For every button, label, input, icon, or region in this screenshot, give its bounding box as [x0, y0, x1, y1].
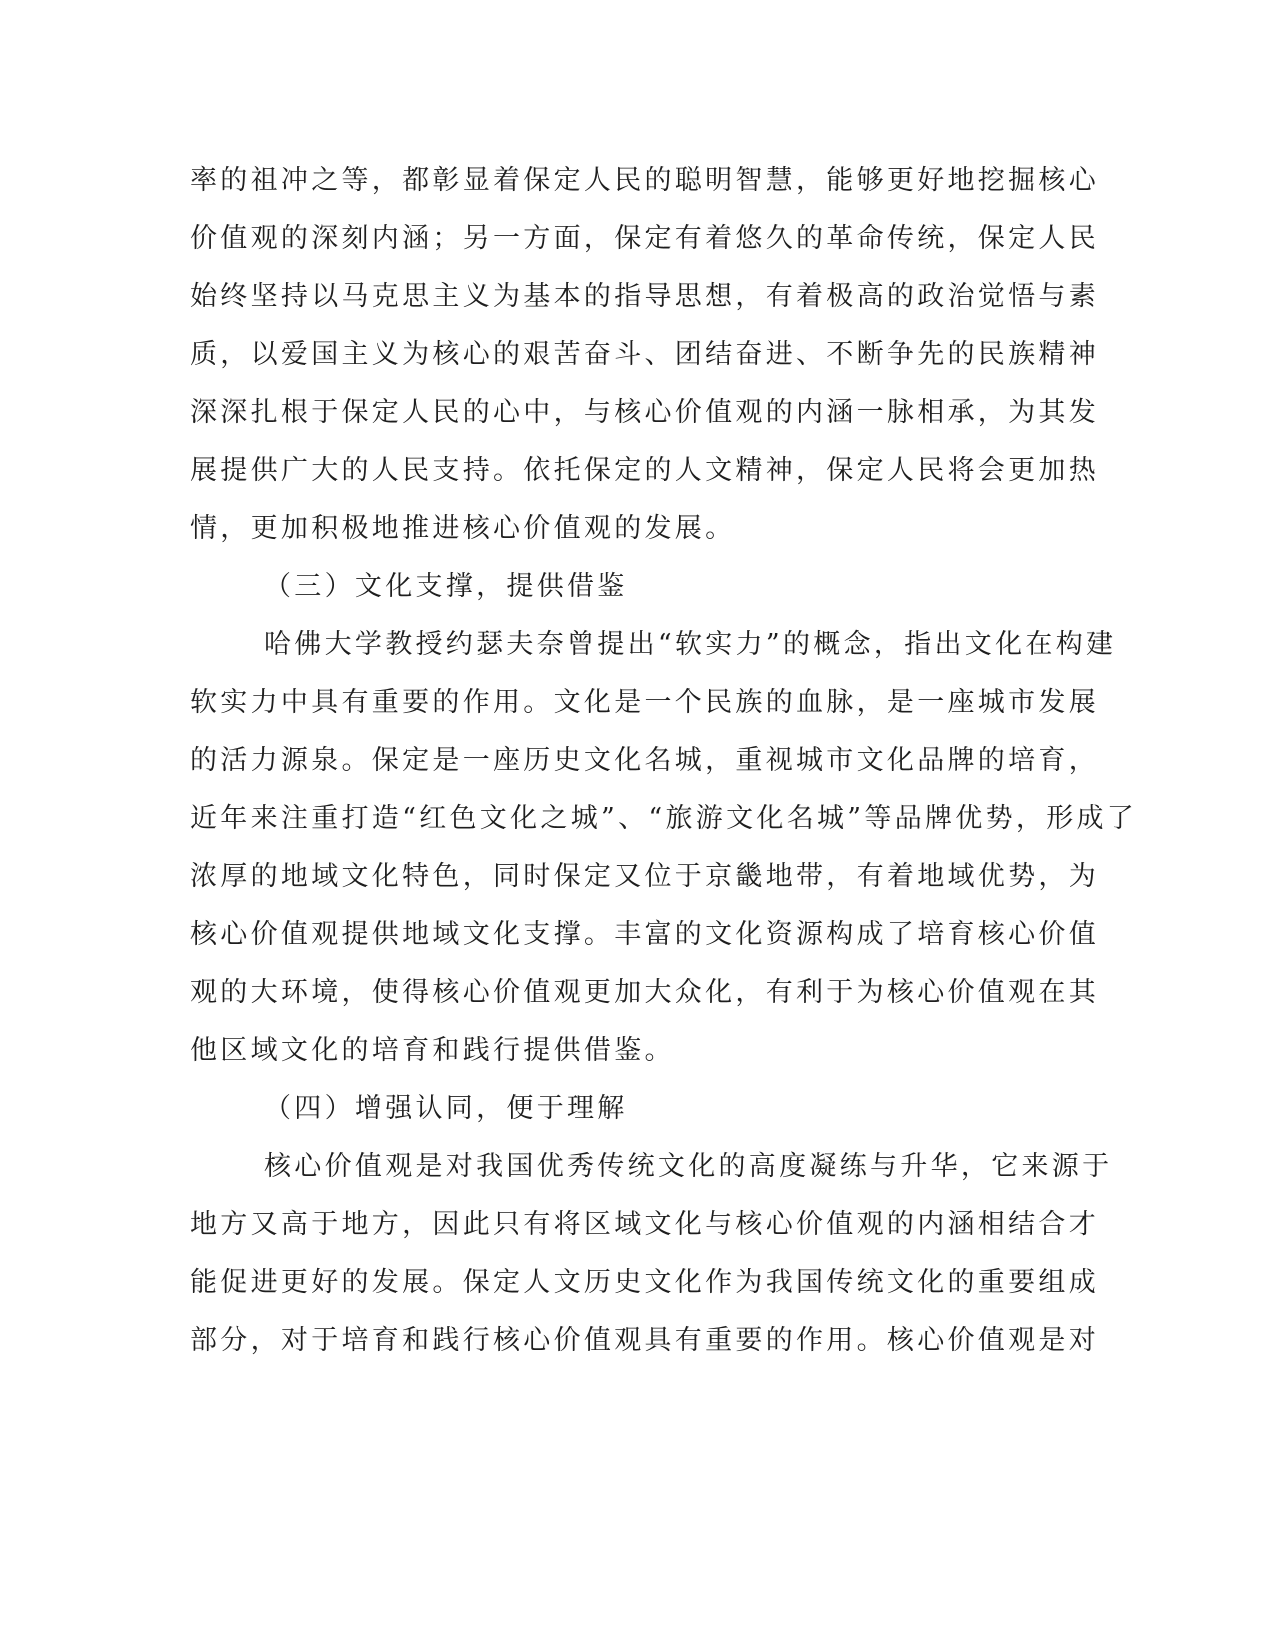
- paragraph-line: 质，以爱国主义为核心的艰苦奋斗、团结奋进、不断争先的民族精神: [190, 339, 1099, 370]
- paragraph-line: 始终坚持以马克思主义为基本的指导思想，有着极高的政治觉悟与素: [190, 281, 1099, 312]
- section-heading: （三）文化支撑，提供借鉴: [264, 571, 628, 602]
- paragraph-line: 近年来注重打造“红色文化之城”、“旅游文化名城”等品牌优势，形成了: [190, 803, 1138, 834]
- paragraph-line: 的活力源泉。保定是一座历史文化名城，重视城市文化品牌的培育，: [190, 745, 1099, 776]
- paragraph-line: 他区域文化的培育和践行提供借鉴。: [190, 1035, 675, 1066]
- paragraph-line: 深深扎根于保定人民的心中，与核心价值观的内涵一脉相承，为其发: [190, 397, 1099, 428]
- paragraph-line: 观的大环境，使得核心价值观更加大众化，有利于为核心价值观在其: [190, 977, 1099, 1008]
- paragraph-line: 部分，对于培育和践行核心价值观具有重要的作用。核心价值观是对: [190, 1325, 1099, 1356]
- paragraph-line: 哈佛大学教授约瑟夫奈曾提出“软实力”的概念，指出文化在构建: [264, 629, 1117, 660]
- paragraph-line: 价值观的深刻内涵；另一方面，保定有着悠久的革命传统，保定人民: [190, 223, 1099, 254]
- paragraph-line: 核心价值观提供地域文化支撑。丰富的文化资源构成了培育核心价值: [190, 919, 1099, 950]
- paragraph-line: 软实力中具有重要的作用。文化是一个民族的血脉，是一座城市发展: [190, 687, 1099, 718]
- section-heading: （四）增强认同，便于理解: [264, 1093, 628, 1124]
- paragraph-line: 展提供广大的人民支持。依托保定的人文精神，保定人民将会更加热: [190, 455, 1099, 486]
- paragraph-line: 能促进更好的发展。保定人文历史文化作为我国传统文化的重要组成: [190, 1267, 1099, 1298]
- paragraph-line: 地方又高于地方，因此只有将区域文化与核心价值观的内涵相结合才: [190, 1209, 1099, 1240]
- paragraph-line: 率的祖冲之等，都彰显着保定人民的聪明智慧，能够更好地挖掘核心: [190, 165, 1099, 196]
- paragraph-line: 情，更加积极地推进核心价值观的发展。: [190, 513, 736, 544]
- paragraph-line: 浓厚的地域文化特色，同时保定又位于京畿地带，有着地域优势，为: [190, 861, 1099, 892]
- paragraph-line: 核心价值观是对我国优秀传统文化的高度凝练与升华，它来源于: [264, 1151, 1113, 1182]
